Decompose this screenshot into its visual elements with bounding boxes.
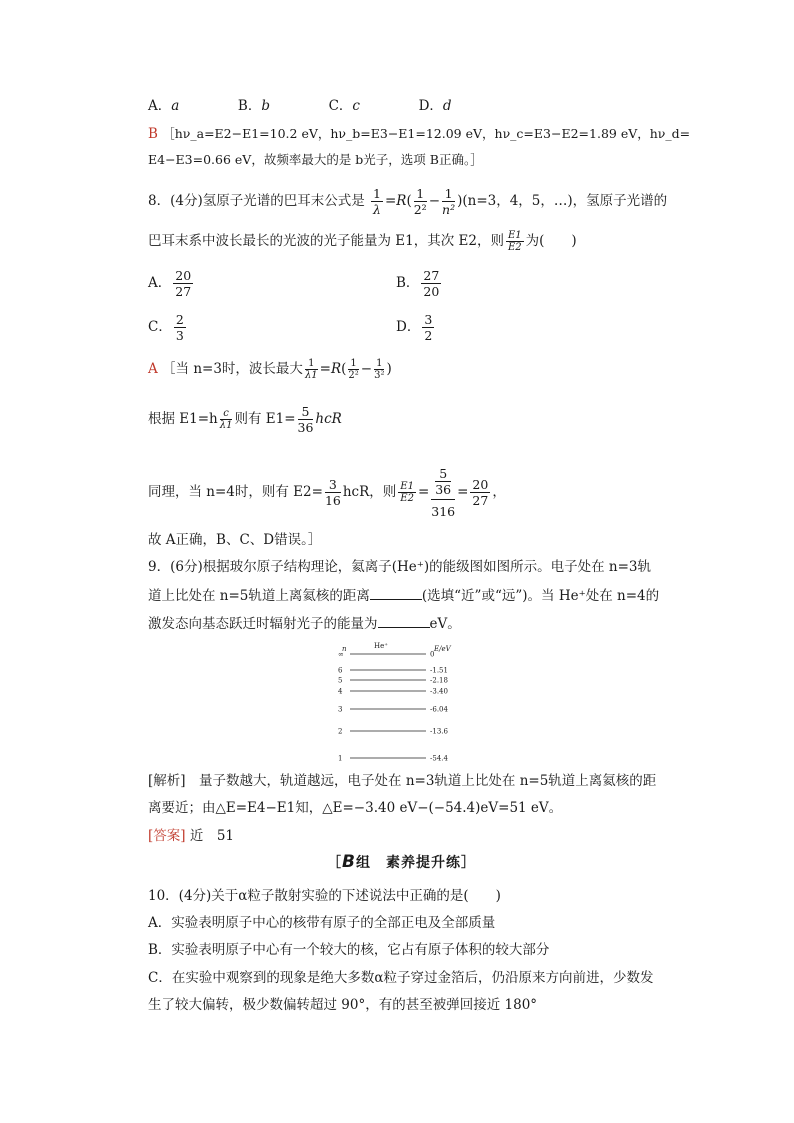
section-header-b-group: ［B组 素养提升练］: [327, 852, 476, 872]
fraction: $\frac{1}{\lambda 1}$: [304, 358, 318, 381]
energy-level-diagram: [338, 641, 468, 767]
q8-option-a: A． $\frac{20}{27}$: [148, 268, 192, 299]
level-energy-label: -54.4: [430, 754, 448, 763]
level-energy-label: -3.40: [430, 687, 448, 696]
q10-option-a: A．实验表明原子中心的核带有原子的全部正电及全部质量: [148, 915, 496, 931]
q8-answer-line4: 故 A正确，B、C、D错误。］: [148, 532, 322, 548]
level-energy-label: -6.04: [430, 705, 448, 714]
q8-stem-line2: 巴耳末系中波长最长的光波的光子能量为 E1，其次 E2，则 $\frac{E1}{E2}$ 为( ): [148, 230, 577, 253]
q10-option-c-line1: C．在实验中观察到的现象是绝大多数α粒子穿过金箔后，仍沿原来方向前进，少数发: [148, 970, 654, 986]
q8-option-d: D． $\frac{3}{2}$: [396, 312, 433, 343]
q8-option-b: B． $\frac{27}{20}$: [396, 268, 440, 299]
q8-answer-line3: 同理，当 n=4时，则有 E2= $\frac{3}{16}$ hcR，则 $\frac{E1}{E2}$ = $\frac{\frac{5}{36}}{316}$ = $\frac{20}{27}$ ，: [148, 466, 506, 519]
level-energy-label: -13.6: [430, 727, 448, 736]
q10-stem: 10．(4分)关于α粒子散射实验的下述说法中正确的是( ): [148, 888, 501, 904]
q7-options: A．a B．b C．c D．d: [148, 98, 452, 114]
q7-answer-line1: B ［hν_a=E2−E1=10.2 eV，hν_b=E3−E1=12.09 eV，hν_c=E3−E2=1.89 eV，hν_d=: [148, 126, 691, 142]
level-n-label: 6: [338, 666, 343, 675]
answer-letter: B: [148, 126, 158, 142]
fraction: $\frac{1}{\text{n²}}$: [442, 186, 456, 217]
level-n-label: 3: [338, 705, 343, 714]
fraction: $\frac{1}{\lambda}$: [373, 186, 381, 217]
fill-blank-2: [378, 613, 430, 628]
q10-option-c-line2: 生了较大偏转，极少数偏转超过 90°，有的甚至被弹回接近 180°: [148, 997, 538, 1013]
q9-answer: [答案] 近 51: [148, 828, 235, 844]
q10-option-b: B．实验表明原子中心有一个较大的核，它占有原子体积的较大部分: [148, 942, 550, 958]
fill-blank-1: [370, 585, 422, 600]
fraction: $\frac{1}{\text{2²}}$: [413, 186, 427, 217]
q9-stem-line2: 道上比处在 n=5轨道上离氦核的距离 (选填“近”或“远”)。当 He⁺处在 n=4的: [148, 585, 659, 606]
level-n-label: 5: [338, 676, 343, 685]
answer-letter: A: [148, 361, 158, 377]
level-energy-label: -2.18: [430, 676, 448, 685]
q9-analysis-line1: [解析] 量子数越大，轨道越远，电子处在 n=3轨道上比处在 n=5轨道上离氦核的距: [148, 773, 657, 789]
q8-option-c: C． $\frac{2}{3}$: [148, 312, 184, 343]
level-energy-label: -1.51: [430, 666, 448, 675]
q8-answer-line1: A ［当 n=3时，波长最大 $\frac{1}{\lambda 1}$ =R( $\frac{1}{\text{2²}}$ − $\frac{1}{\text{3²}}$ ): [148, 358, 392, 381]
level-n-label: 1: [338, 754, 343, 763]
q9-analysis-line2: 离要近；由△E=E4−E1知，△E=−3.40 eV−(−54.4)eV=51 eV。: [148, 800, 563, 816]
q7-answer-line2: E4−E3=0.66 eV，故频率最大的是 b光子，选项 B正确。］: [148, 152, 483, 167]
q9-stem-line1: 9．(6分)根据玻尔原子结构理论，氦离子(He⁺)的能级图如图所示。电子处在 n=3轨: [148, 559, 652, 575]
level-n-label: ∞: [338, 650, 344, 659]
q8-answer-line2: 根据 E1=h $\frac{c}{\lambda 1}$ 则有 E1= $\frac{5}{36}$ hcR: [148, 404, 342, 435]
diagram-e-label: E/eV: [434, 645, 451, 653]
level-energy-label: 0: [430, 650, 435, 659]
answer-label: [答案]: [148, 828, 186, 844]
fraction: $\frac{E1}{E2}$: [507, 230, 522, 253]
q8-stem-line1: 8．(4分)氢原子光谱的巴耳末公式是 $\frac{1}{\lambda}$ =R( $\frac{1}{\text{2²}}$ − $\frac{1}{\text{n²}}$ )(n=3，4，5，…)，氢原子光谱的: [148, 186, 668, 217]
diagram-n-label: n: [342, 645, 347, 653]
diagram-title: He⁺: [374, 642, 388, 650]
level-n-label: 4: [338, 687, 343, 696]
q9-stem-line3: 激发态向基态跃迁时辐射光子的能量为 eV。: [148, 613, 461, 634]
level-n-label: 2: [338, 727, 343, 736]
